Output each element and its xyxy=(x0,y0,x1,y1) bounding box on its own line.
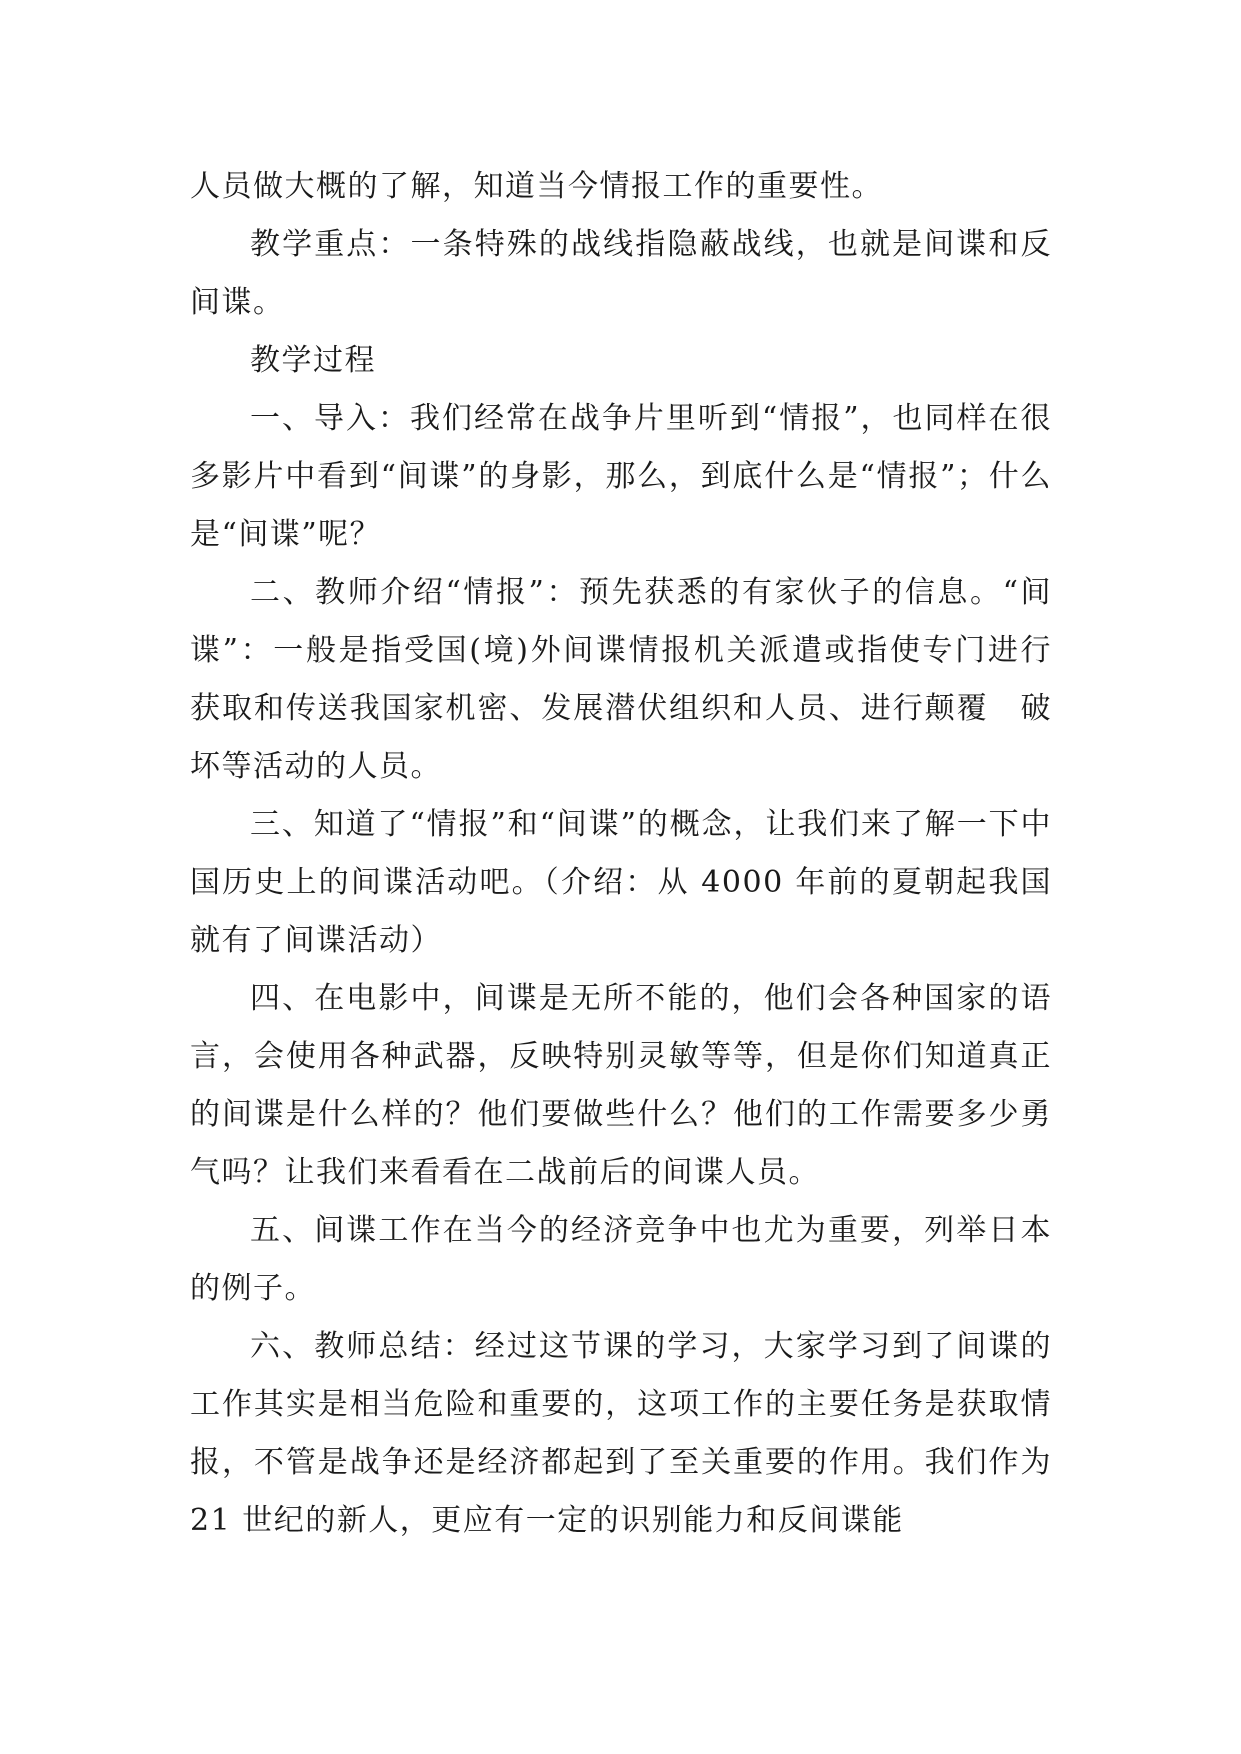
paragraph-continuation: 人员做大概的了解，知道当今情报工作的重要性。 xyxy=(190,169,883,204)
paragraph-step-4-film: 四、在电影中，间谍是无所不能的，他们会各种国家的语言，会使用各种武器，反映特别灵敏等等，但是你们知道真正的间谍是什么样的？他们要做些什么？他们的工作需要多少勇气吗？让我们来看看在二战前后的间谍人员。 xyxy=(190,981,1052,1190)
paragraph-step-1-intro: 一、导入：我们经常在战争片里听到“情报”，也同样在很多影片中看到“间谍”的身影，那么，到底什么是“情报”；什么是“间谍”呢？ xyxy=(190,401,1052,552)
paragraph-step-5-economy: 五、间谍工作在当今的经济竞争中也尤为重要，列举日本的例子。 xyxy=(190,1213,1052,1306)
paragraph-teaching-focus: 教学重点：一条特殊的战线指隐蔽战线，也就是间谍和反间谍。 xyxy=(190,227,1052,320)
paragraph-step-3-history: 三、知道了“情报”和“间谍”的概念，让我们来了解一下中国历史上的间谍活动吧。（介绍：从 4000 年前的夏朝起我国就有了间谍活动） xyxy=(190,807,1052,958)
paragraph-teaching-process-heading: 教学过程 xyxy=(250,343,376,378)
paragraph-step-2-definitions: 二、教师介绍“情报”：预先获悉的有家伙子的信息。“间谍”：一般是指受国(境)外间谍情报机关派遣或指使专门进行获取和传送我国家机密、发展潜伏组织和人员、进行颠覆 破坏等活动的人员。 xyxy=(190,575,1052,784)
body-text xyxy=(190,158,1052,1550)
paragraph-step-6-summary: 六、教师总结：经过这节课的学习，大家学习到了间谍的工作其实是相当危险和重要的，这项工作的主要任务是获取情报，不管是战争还是经济都起到了至关重要的作用。我们作为 21 世纪的新人，更应有一定的识别能力和反间谍能 xyxy=(190,1329,1052,1538)
